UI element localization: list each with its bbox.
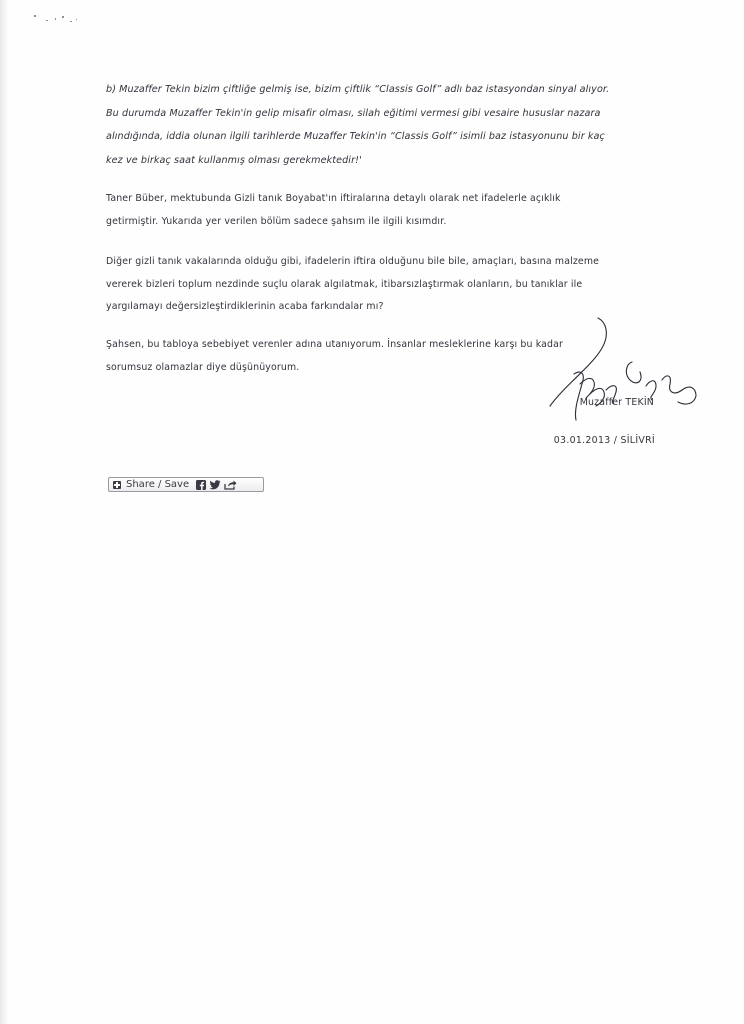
text-line: Bu durumda Muzaffer Tekin'in gelip misafir olması, silah eğitimi vermesi gibi vesaire hususlar nazara xyxy=(106,107,601,119)
scan-speck xyxy=(76,19,77,20)
text-line: getirmiştir. Yukarıda yer verilen bölüm sadece şahsım ile ilgili kısımdır. xyxy=(106,215,447,227)
scan-speck xyxy=(62,16,64,18)
text-line: yargılamayı değersizleştirdiklerinin acaba farkındalar mı? xyxy=(106,301,384,312)
twitter-icon[interactable] xyxy=(209,480,221,490)
quoted-paragraph xyxy=(106,78,654,172)
scan-speck xyxy=(34,15,36,17)
facebook-icon[interactable] xyxy=(196,480,206,490)
plus-square-icon xyxy=(113,481,121,489)
signatory-name: Muzaffer TEKİN xyxy=(579,397,654,408)
scan-speck xyxy=(46,20,48,21)
text-line: alındığında, iddia olunan ilgili tarihlerde Muzaffer Tekin'in “Classis Golf” isimli baz istasyonunu bir kaç xyxy=(106,131,605,143)
scan-speck xyxy=(55,18,56,20)
share-save-button[interactable] xyxy=(108,477,264,492)
text-line: kez ve birkaç saat kullanmış olması gerekmektedir!' xyxy=(106,154,362,166)
scan-speck xyxy=(70,21,72,22)
scan-edge-shadow xyxy=(0,0,9,1024)
text-line: vererek bizleri toplum nezdinde suçlu olarak algılatmak, itibarsızlaştırmak olanların, bu tanıklar ile xyxy=(106,278,583,290)
date-and-place: 03.01.2013 / SİLİVRİ xyxy=(553,435,655,446)
body-paragraph xyxy=(106,251,654,319)
text-line: sorumsuz olamazlar diye düşünüyorum. xyxy=(106,361,300,373)
text-line: b) Muzaffer Tekin bizim çiftliğe gelmiş ise, bizim çiftlik “Classis Golf” adlı baz istasyondan sinyal alıyor. xyxy=(106,84,610,95)
handwritten-signature xyxy=(536,314,706,432)
text-line: Şahsen, bu tabloya sebebiyet verenler adına utanıyorum. İnsanlar mesleklerine karşı bu kadar xyxy=(106,339,564,350)
share-save-label: Share / Save xyxy=(126,479,190,490)
share-arrow-icon[interactable] xyxy=(224,480,237,490)
body-paragraph xyxy=(106,188,654,233)
text-line: Taner Büber, mektubunda Gizli tanık Boyabat'ın iftiralarına detaylı olarak net ifadelerle açıklık xyxy=(106,193,561,204)
text-line: Diğer gizli tanık vakalarında olduğu gibi, ifadelerin iftira olduğunu bile bile, amaçları, basına malzeme xyxy=(106,256,600,267)
